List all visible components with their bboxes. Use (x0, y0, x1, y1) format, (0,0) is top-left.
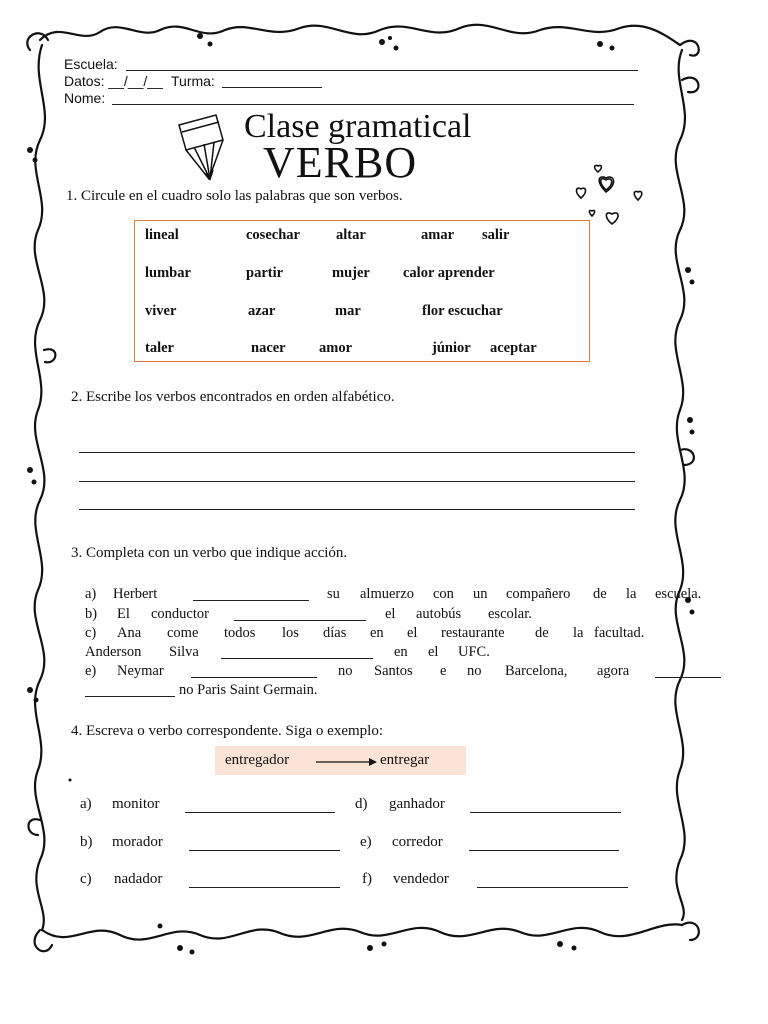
q3-c-text: facultad. (594, 625, 645, 641)
q3-e-text: no (338, 663, 353, 679)
q3-d-text: en (394, 644, 408, 660)
q3-c-text: todos (224, 625, 256, 641)
q3-c-text: en (370, 625, 384, 641)
q3-c-text: de (535, 625, 549, 641)
q3-a-text: escuela. (655, 586, 702, 602)
q3-e-text: no Paris Saint Germain. (179, 682, 318, 698)
q3-b-text: el (385, 606, 396, 622)
q3-b-text: El (117, 606, 130, 622)
escuela-field[interactable] (126, 70, 638, 71)
nome-label: Nome: (64, 90, 106, 106)
q3-c-text: días (323, 625, 347, 641)
q3-a-text: la (626, 586, 637, 602)
item-word: nadador (114, 871, 163, 887)
word-calor-aprender[interactable]: calor aprender (403, 265, 495, 281)
q3-e-text: Barcelona, (505, 663, 568, 679)
item-letter: c) (80, 871, 92, 887)
q1-prompt: 1. Circule en el cuadro solo las palabras que son verbos. (66, 188, 403, 204)
answer-line-3[interactable] (79, 509, 635, 510)
word-altar[interactable]: altar (336, 227, 366, 243)
q3-e-text: no (467, 663, 482, 679)
item-blank-a[interactable] (185, 812, 335, 813)
item-word: morador (112, 834, 163, 850)
q3-b-blank[interactable] (234, 620, 366, 621)
word-nacer[interactable]: nacer (251, 340, 286, 356)
q3-a-text: de (593, 586, 607, 602)
item-letter: e) (360, 834, 372, 850)
q3-c-text: el (407, 625, 418, 641)
q3-e-blank-2[interactable] (655, 677, 721, 678)
item-word: monitor (112, 796, 160, 812)
word-junior[interactable]: júnior (432, 340, 471, 356)
q2-prompt: 2. Escribe los verbos encontrados en orden alfabético. (71, 389, 395, 405)
q3-e-text: Neymar (117, 663, 164, 679)
q3-prompt: 3. Completa con un verbo que indique acción. (71, 545, 348, 561)
q3-d-text: Silva (169, 644, 199, 660)
item-letter: d) (355, 796, 368, 812)
answer-line-2[interactable] (79, 481, 635, 482)
item-blank-b[interactable] (189, 850, 340, 851)
datos-label: Datos: __/__/__ (64, 73, 163, 89)
q3-b-text: escolar. (488, 606, 532, 622)
q3-e-text: e (440, 663, 447, 679)
q3-e-blank-3[interactable] (85, 696, 175, 697)
pencil-icon (176, 113, 230, 191)
q3-d-text: el (428, 644, 439, 660)
q3-a-text: almuerzo (360, 586, 414, 602)
example-to: entregar (380, 752, 430, 768)
q3-c-text: Ana (117, 625, 142, 641)
word-flor-escuchar[interactable]: flor escuchar (422, 303, 503, 319)
q3-a-text: un (473, 586, 488, 602)
item-letter: a) (80, 796, 92, 812)
word-taler[interactable]: taler (145, 340, 174, 356)
item-blank-c[interactable] (189, 887, 340, 888)
word-lineal[interactable]: lineal (145, 227, 179, 243)
word-aceptar[interactable]: aceptar (490, 340, 537, 356)
q3-e-label: e) (85, 663, 97, 679)
word-mar[interactable]: mar (335, 303, 361, 319)
escuela-label: Escuela: (64, 56, 118, 72)
word-amor[interactable]: amor (319, 340, 353, 356)
q3-e-blank-1[interactable] (191, 677, 317, 678)
item-word: vendedor (393, 871, 449, 887)
q3-a-text: su (327, 586, 340, 602)
q3-b-text: conductor (151, 606, 209, 622)
q4-prompt: 4. Escreva o verbo correspondente. Siga o exemplo: (71, 723, 383, 739)
item-letter: b) (80, 834, 93, 850)
title-line2: VERBO (263, 138, 418, 187)
word-azar[interactable]: azar (248, 303, 276, 319)
q3-c-text: restaurante (441, 625, 505, 641)
q3-a-blank[interactable] (193, 600, 309, 601)
turma-label: Turma: (171, 73, 215, 89)
q3-a-label: a) (85, 586, 97, 602)
word-amar[interactable]: amar (421, 227, 455, 243)
word-viver[interactable]: viver (145, 303, 177, 319)
q3-a-text: compañero (506, 586, 571, 602)
q3-c-label: c) (85, 625, 97, 641)
item-word: ganhador (389, 796, 445, 812)
turma-field[interactable] (222, 87, 322, 88)
example-from: entregador (225, 752, 290, 768)
word-lumbar[interactable]: lumbar (145, 265, 191, 281)
item-word: corredor (392, 834, 443, 850)
word-mujer[interactable]: mujer (332, 265, 370, 281)
q3-d-text: UFC. (458, 644, 490, 660)
q3-c-text: la (573, 625, 584, 641)
q3-a-text: con (433, 586, 454, 602)
q3-d-text: Anderson (85, 644, 142, 660)
word-cosechar[interactable]: cosechar (246, 227, 300, 243)
word-partir[interactable]: partir (246, 265, 284, 281)
q3-d-blank[interactable] (221, 658, 373, 659)
answer-line-1[interactable] (79, 452, 635, 453)
q3-c-text: los (282, 625, 299, 641)
nome-field[interactable] (112, 104, 634, 105)
q3-b-text: autobús (416, 606, 462, 622)
q3-a-text: Herbert (113, 586, 158, 602)
item-blank-f[interactable] (477, 887, 628, 888)
q3-e-text: agora (597, 663, 630, 679)
q3-e-text: Santos (374, 663, 413, 679)
item-blank-d[interactable] (470, 812, 621, 813)
word-salir[interactable]: salir (482, 227, 510, 243)
q3-b-label: b) (85, 606, 98, 622)
item-blank-e[interactable] (469, 850, 619, 851)
arrow-icon (316, 756, 378, 768)
item-letter: f) (362, 871, 372, 887)
title-line1: Clase gramatical (244, 108, 472, 145)
q3-c-text: come (167, 625, 199, 641)
